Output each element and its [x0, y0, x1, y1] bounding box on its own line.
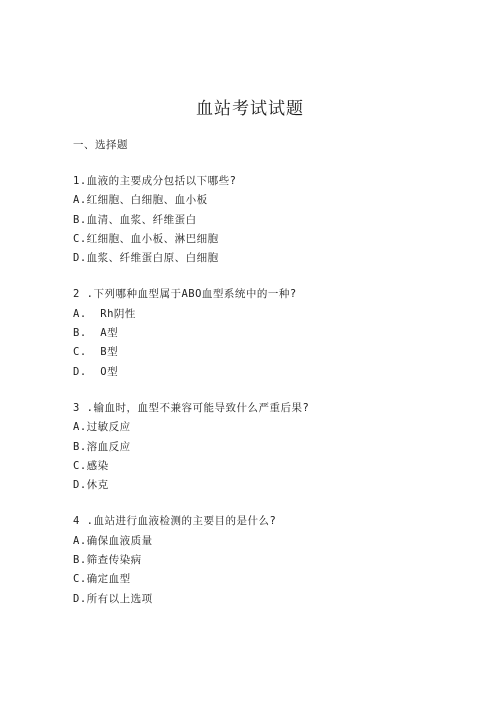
option-d: D. O型	[73, 365, 119, 378]
question-text: 2 .下列哪种血型属于ABO血型系统中的一种?	[73, 288, 297, 301]
option-b: B. A型	[73, 327, 119, 340]
option-d: D.休克	[73, 479, 109, 492]
question-text: 4 .血站进行血液检测的主要目的是什么?	[73, 515, 277, 528]
option-d: D.所有以上选项	[73, 592, 153, 605]
option-b: B.溶血反应	[73, 440, 131, 453]
question-2	[73, 285, 453, 381]
option-a: A.过敏反应	[73, 421, 131, 434]
document-body	[73, 136, 453, 626]
option-a: A.红细胞、白细胞、血小板	[73, 194, 208, 207]
option-b: B.血清、血浆、纤维蛋白	[73, 213, 197, 226]
option-b: B.筛查传染病	[73, 554, 142, 567]
question-1	[73, 172, 453, 268]
option-c: C.确定血型	[73, 573, 131, 586]
option-c: C.红细胞、血小板、淋巴细胞	[73, 232, 219, 245]
option-a: A.确保血液质量	[73, 534, 153, 547]
question-text: 3 .输血时，血型不兼容可能导致什么严重后果?	[73, 401, 310, 414]
section-heading: 一、选择题	[73, 139, 128, 151]
question-4	[73, 512, 453, 608]
option-c: C.感染	[73, 459, 109, 472]
question-text: 1.血液的主要成分包括以下哪些?	[73, 175, 237, 187]
option-a: A. Rh阴性	[73, 307, 136, 320]
question-3	[73, 399, 453, 495]
page-title: 血站考试试题	[196, 99, 304, 119]
option-c: C. B型	[73, 346, 119, 359]
option-d: D.血浆、纤维蛋白原、白细胞	[73, 252, 219, 265]
